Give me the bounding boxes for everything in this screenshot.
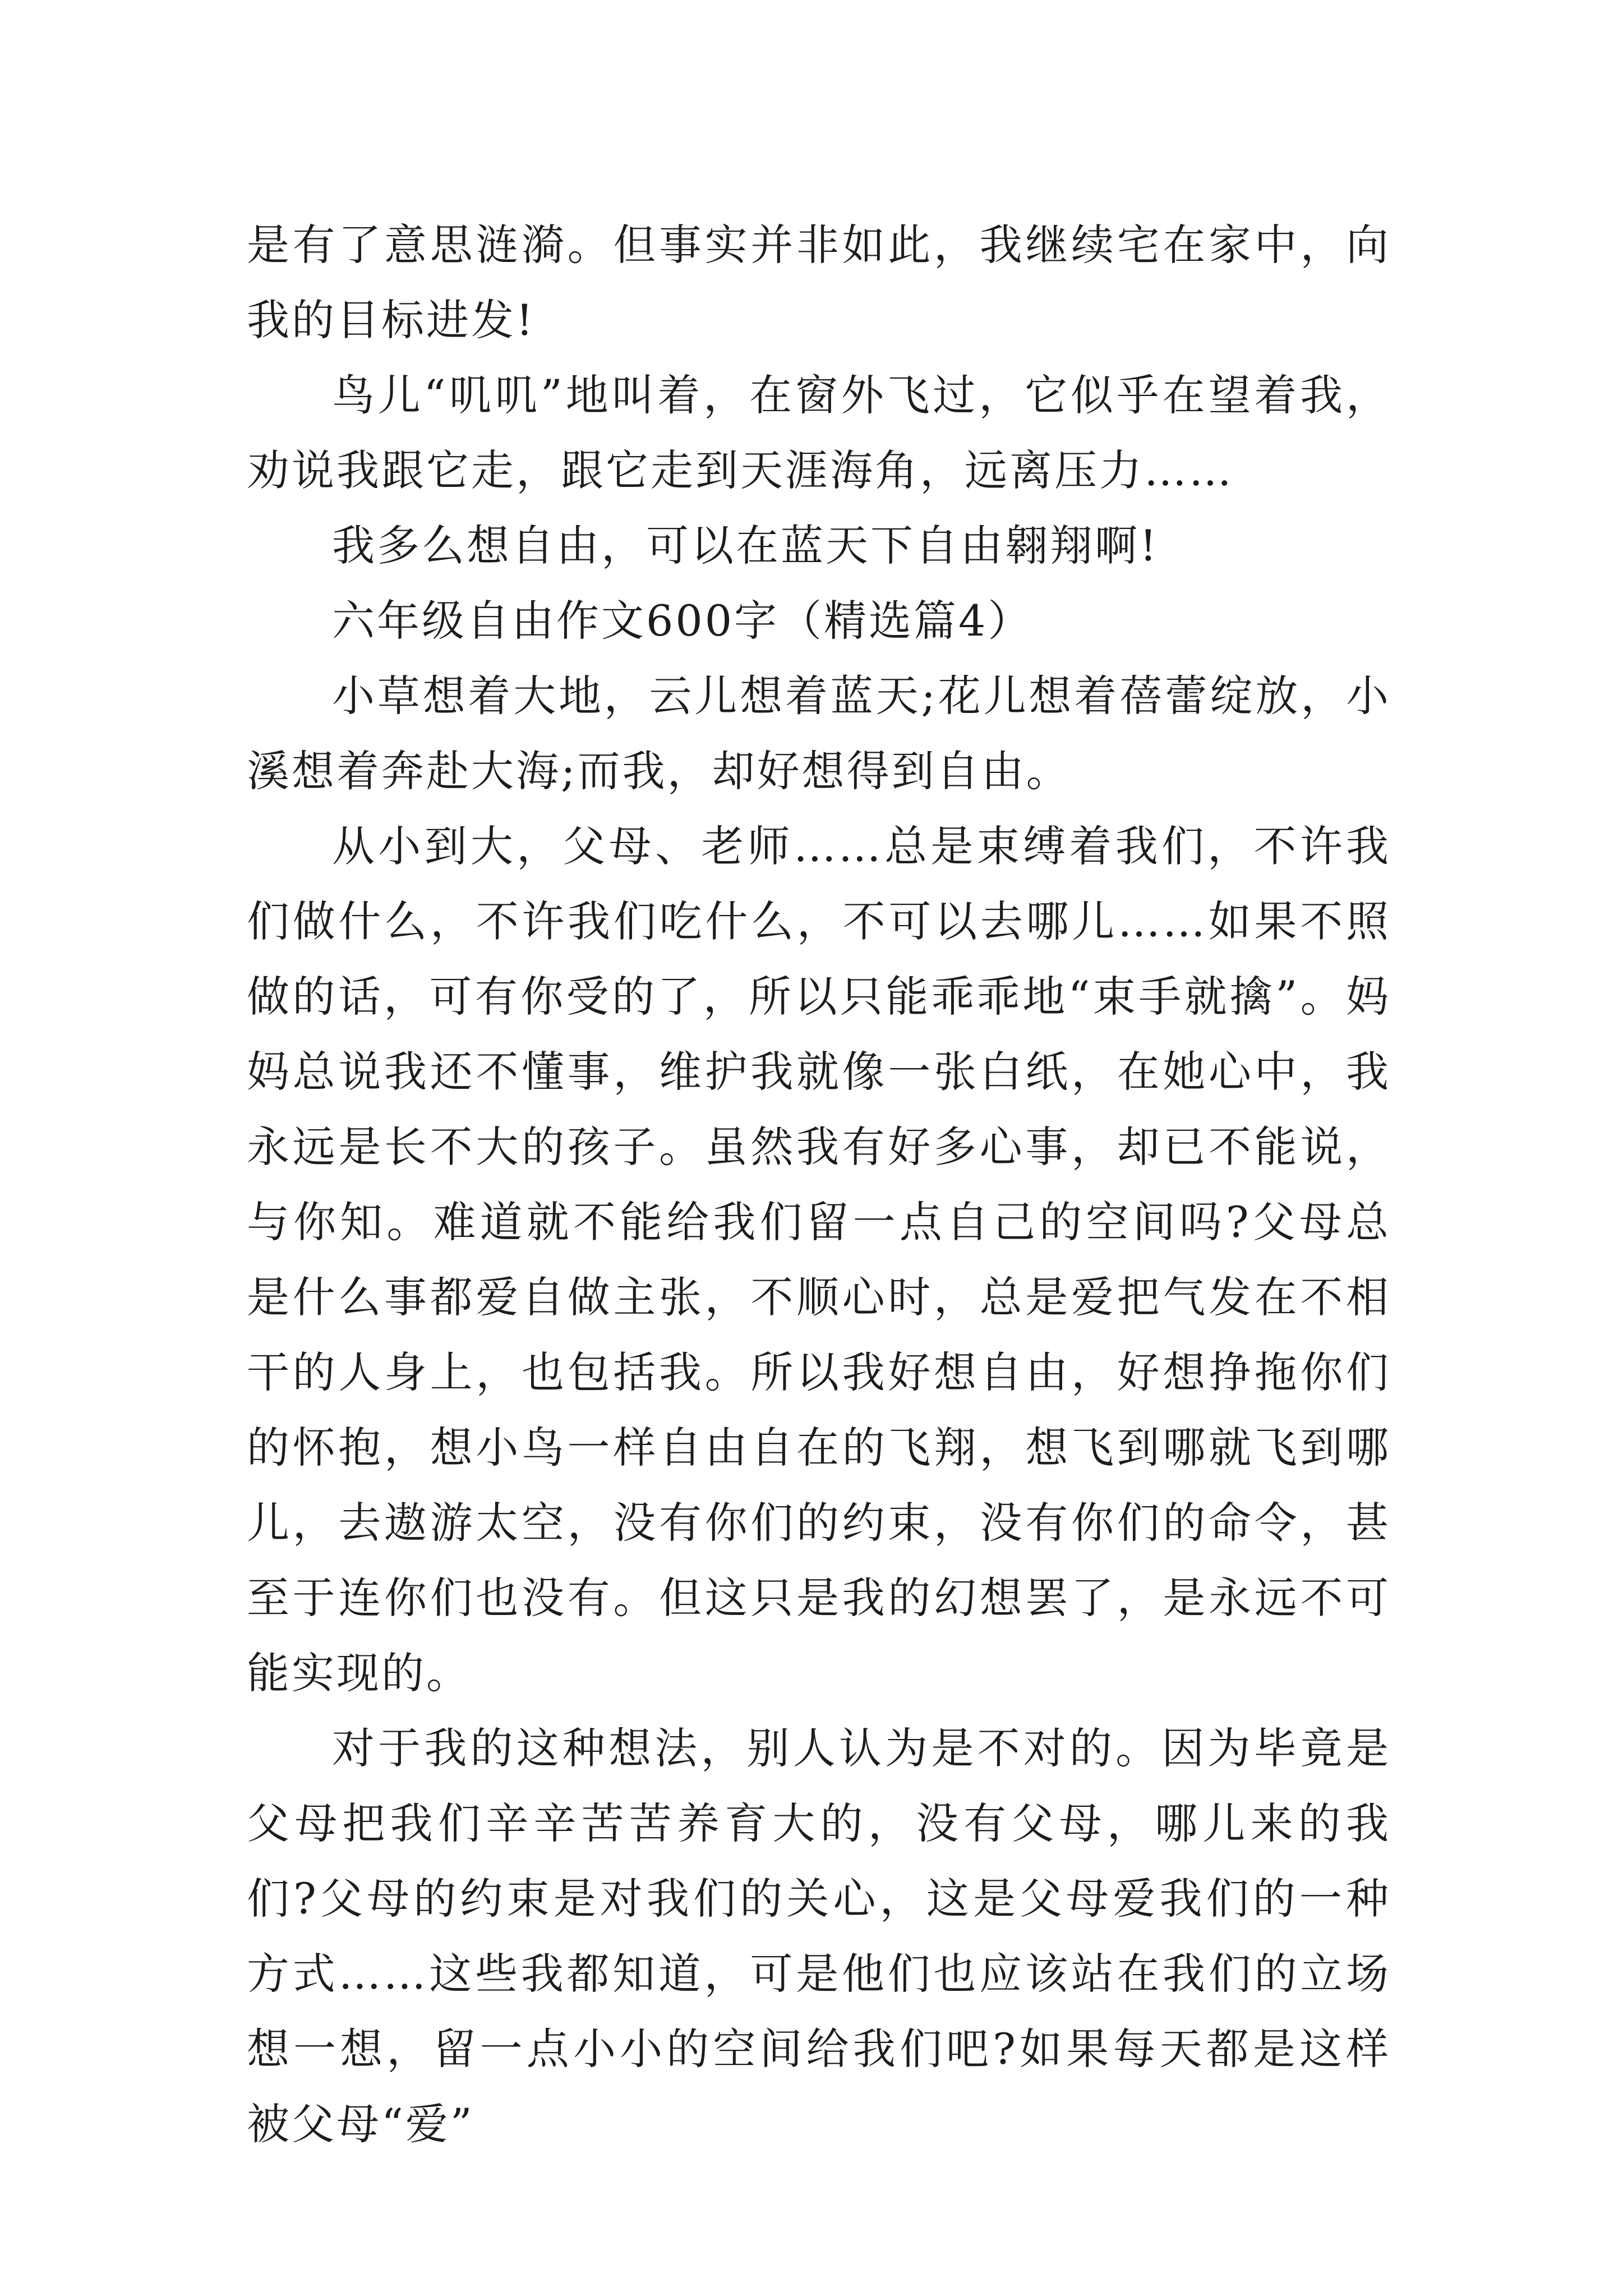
paragraph-constraints: 从小到大，父母、老师……总是束缚着我们，不许我们做什么，不许我们吃什么，不可以去哪儿……如果不照做的话，可有你受的了，所以只能乖乖地“束手就擒”。妈妈总说我还不懂事，维护我就像一张白纸，在她心中，我永远是长不大的孩子。虽然我有好多心事，却已不能说，与你知。难道就不能给我们留一点自己的空间吗?父母总是什么事都爱自做主张，不顺心时，总是爱把气发在不相干的人身上，也包括我。所以我好想自由，好想挣拖你们的怀抱，想小鸟一样自由自在的飞翔，想飞到哪就飞到哪儿，去遨游太空，没有你们的约束，没有你们的命令，甚至于连你们也没有。但这只是我的幻想罢了，是永远不可能实现的。: [247, 821, 1391, 1698]
paragraph-opening: 小草想着大地，云儿想着蓝天;花儿想着蓓蕾绽放，小溪想着奔赴大海;而我，却好想得到自由。: [247, 671, 1391, 796]
paragraph-freedom-wish: 我多么想自由，可以在蓝天下自由翱翔啊!: [332, 521, 1159, 570]
paragraph-parents: 对于我的这种想法，别人认为是不对的。因为毕竟是父母把我们辛辛苦苦养育大的，没有父母，哪儿来的我们?父母的约束是对我们的关心，这是父母爱我们的一种方式……这些我都知道，可是他们也应该站在我们的立场想一想，留一点小小的空间给我们吧?如果每天都是这样被父母“爱”: [247, 1723, 1391, 2149]
section-title: 六年级自由作文600字（精选篇4）: [332, 596, 1033, 646]
document-body: [247, 208, 1391, 2162]
paragraph-continuation: 是有了意思涟漪。但事实并非如此，我继续宅在家中，向我的目标进发!: [247, 220, 1391, 345]
paragraph-bird: 鸟儿“叽叽”地叫着，在窗外飞过，它似乎在望着我，劝说我跟它走，跟它走到天涯海角，远离压力……: [247, 370, 1391, 495]
